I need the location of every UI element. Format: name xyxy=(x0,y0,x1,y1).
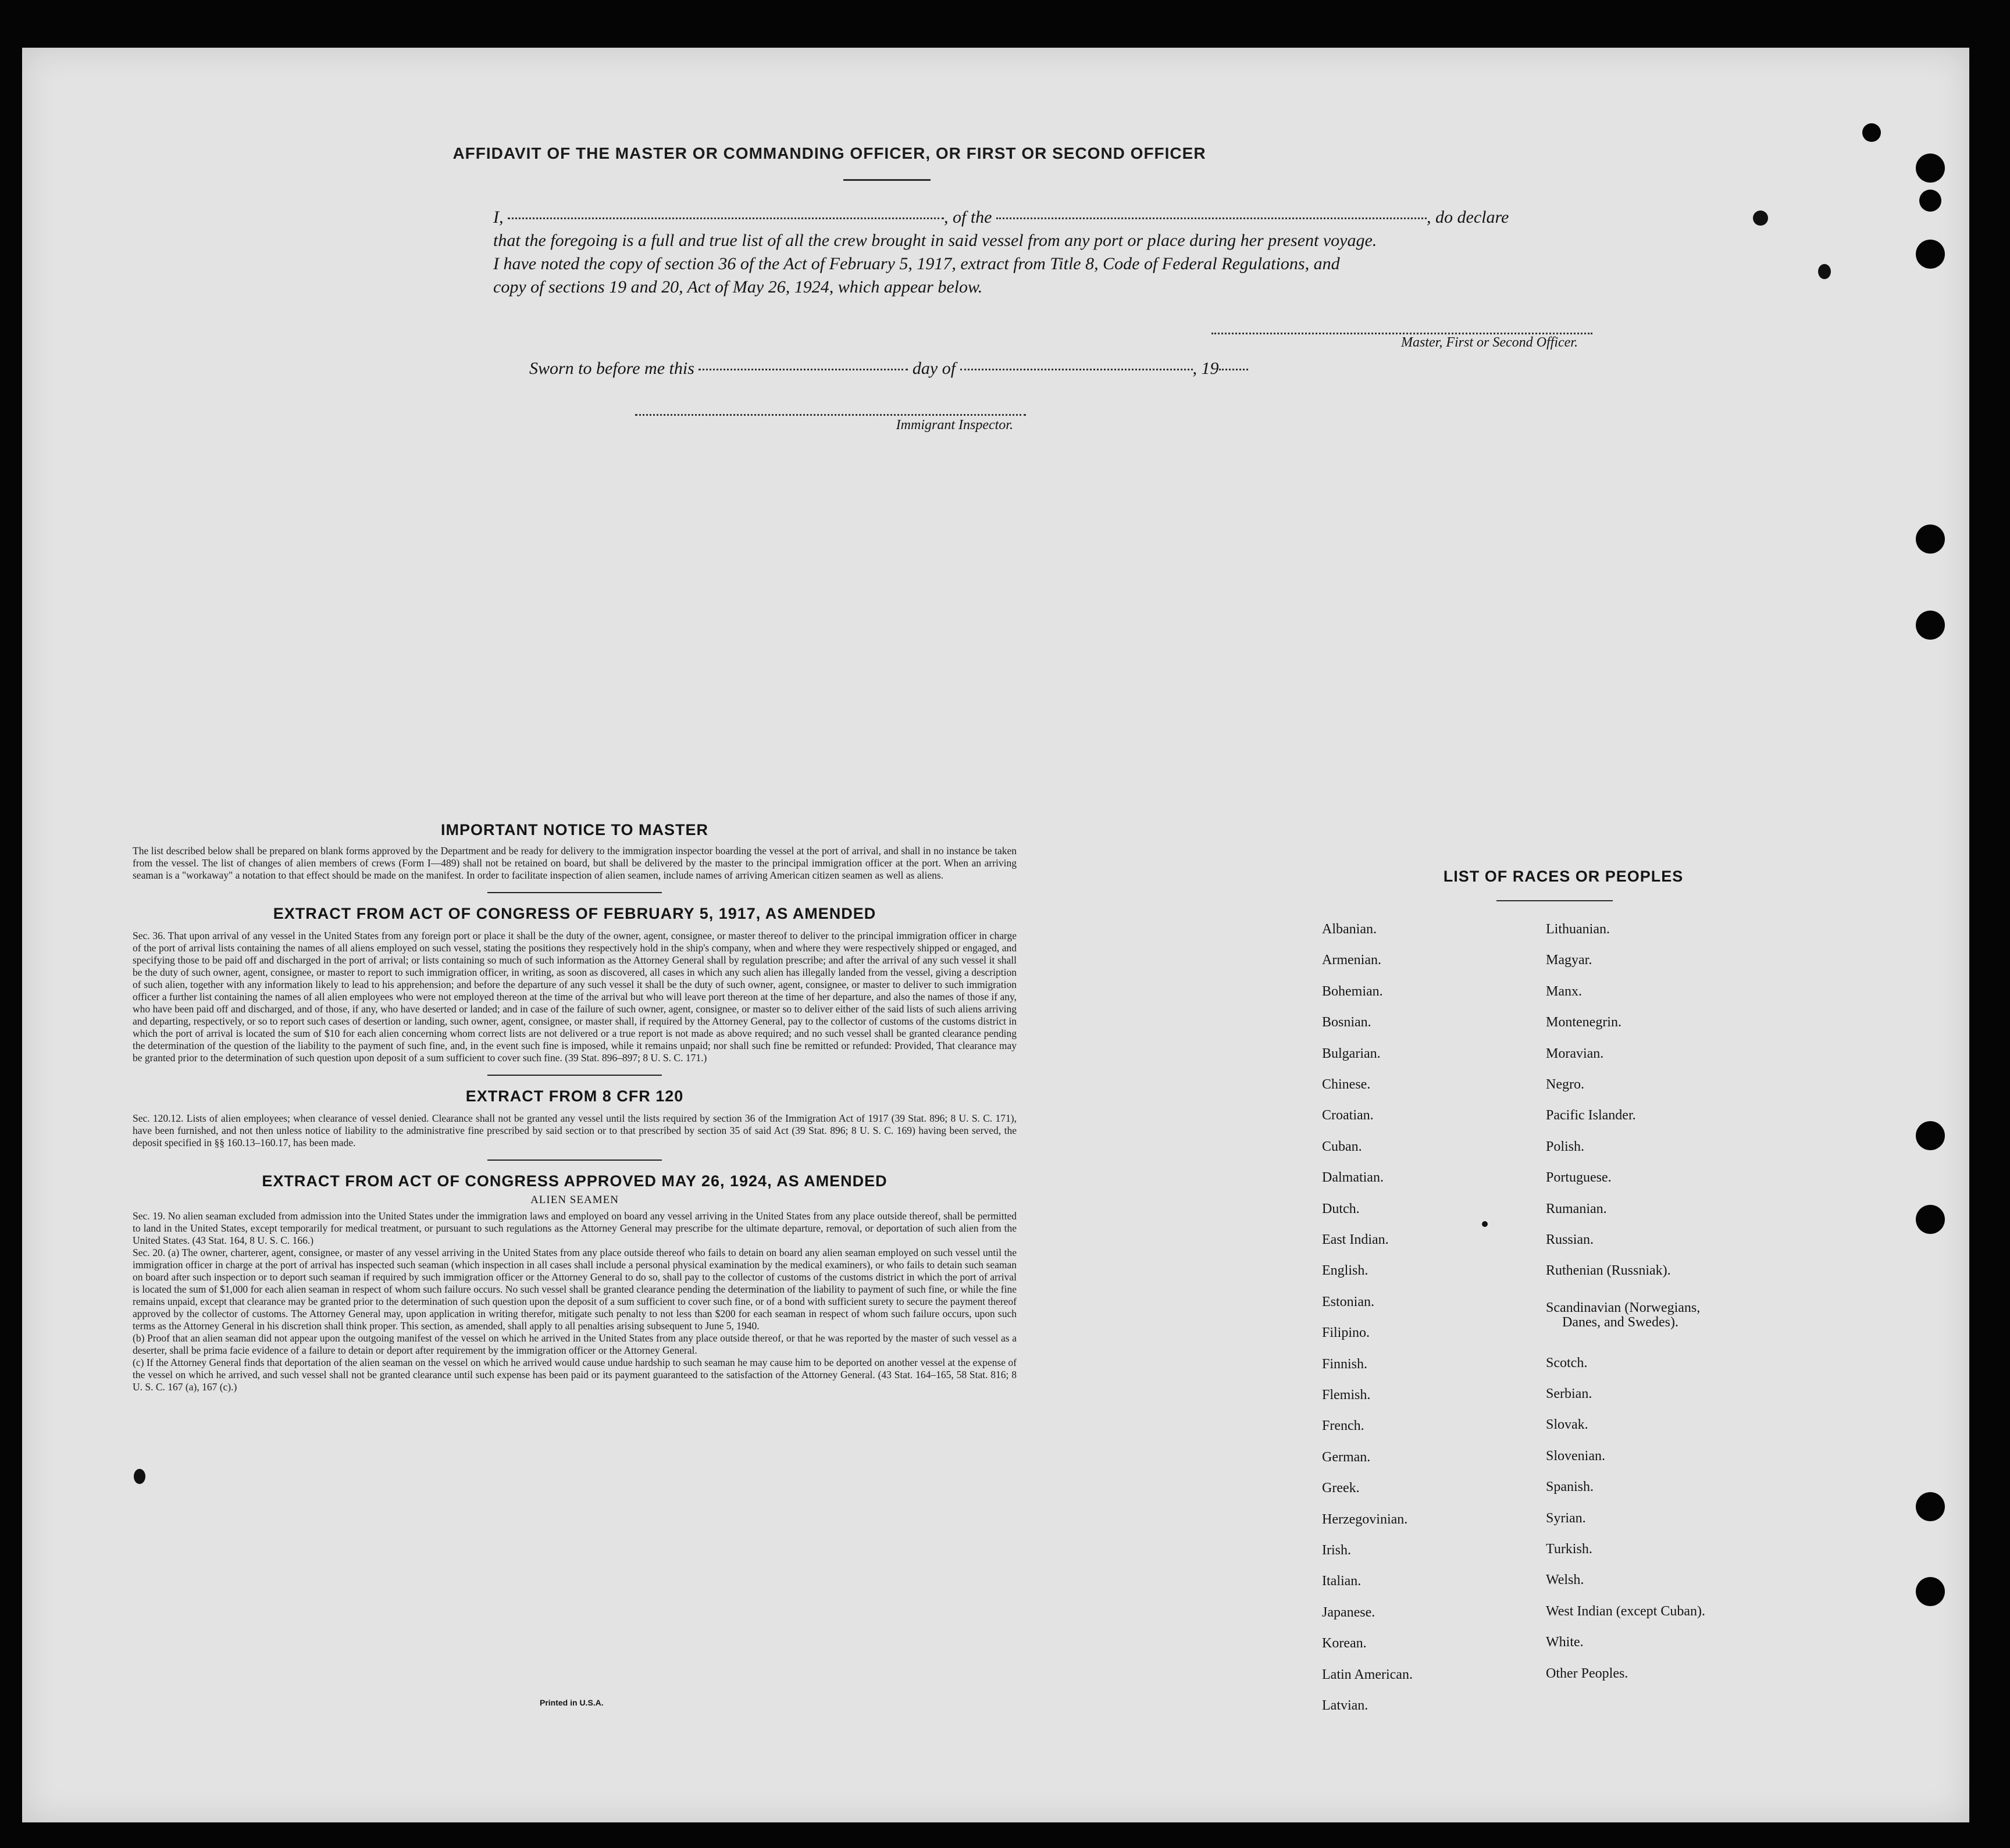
race-item: Russian. xyxy=(1546,1232,1594,1247)
race-item: Manx. xyxy=(1546,983,1582,999)
punch-hole xyxy=(1916,1577,1945,1606)
punch-hole xyxy=(1862,123,1881,142)
race-item: West Indian (except Cuban). xyxy=(1546,1603,1705,1619)
race-item: Rumanian. xyxy=(1546,1201,1607,1216)
race-item: Serbian. xyxy=(1546,1386,1592,1401)
race-item: Latin American. xyxy=(1322,1667,1413,1682)
printed-in-usa: Printed in U.S.A. xyxy=(540,1698,604,1707)
punch-hole xyxy=(1916,240,1945,269)
punch-hole xyxy=(1916,525,1945,554)
race-item: Croatian. xyxy=(1322,1108,1374,1123)
sworn-year-blank[interactable] xyxy=(1219,369,1248,370)
punch-hole xyxy=(1919,190,1941,212)
race-item: East Indian. xyxy=(1322,1232,1389,1247)
race-item: Latvian. xyxy=(1322,1698,1368,1713)
race-item: Danes, and Swedes). xyxy=(1562,1315,1678,1330)
sworn-start: Sworn to before me this xyxy=(529,359,694,378)
race-item: French. xyxy=(1322,1418,1364,1434)
section-rule xyxy=(487,1160,662,1161)
notice-title: IMPORTANT NOTICE TO MASTER xyxy=(441,821,708,839)
title-rule xyxy=(843,179,931,181)
race-item: Finnish. xyxy=(1322,1356,1368,1372)
race-item: Spanish. xyxy=(1546,1479,1594,1495)
race-item: Slovak. xyxy=(1546,1417,1588,1433)
race-item: Slovenian. xyxy=(1546,1448,1605,1464)
races-title-rule xyxy=(1496,900,1613,901)
inspector-signature-line[interactable] xyxy=(635,414,1026,416)
sworn-year: , 19 xyxy=(1192,359,1219,378)
race-item: Lithuanian. xyxy=(1546,922,1610,937)
ink-speck xyxy=(134,1469,145,1484)
ink-speck xyxy=(1482,1221,1488,1227)
alien-seamen-subtitle: ALIEN SEAMEN xyxy=(530,1194,619,1206)
extract-1917-text: Sec. 36. That upon arrival of any vessel in the United States from any foreign port or place it shall be the duty of the owner, agent, consignee, or master thereof to deliver to the principal immigration officer in charge of the port of arrival lists containing the names of all aliens employed on such vessel, stating the positions they respectively hold in the ship's company, when and where they were respectively shipped or engaged, and specifying those to be paid off and discharged in the port of arrival; or lists containing so much of such information as the Attorney General shall by regulation prescribe; and after the arrival of any such vessel it shall be the duty of such owner, agent, consignee, or master to report to such immigration officer, in writing, as soon as discovered, all cases in which any such alien has illegally landed from the vessel, giving a description of such alien, together with any information likely to lead to his apprehension; and before the departure of any such vessel it shall be the duty of such owner, agent, consignee, or master to deliver to such immigration officer a further list containing the names of all alien employees who were not employed thereon at the time of the arrival but who will leave port thereon at the time of her departure, and also the names of those if any, who have been paid off and discharged, and of those, if any, who have deserted or landed; and in case of the failure of such owner, agent, consignee, or master so to deliver either of the said lists of such aliens arriving and departing, respectively, or so to report such cases of desertion or landing, such owner, agent, consignee, or master shall, if required by the Attorney General, pay to the collector of customs of the customs district in which the port of arrival is located the sum of $10 for each alien concerning whom correct lists are not delivered or a true report is not made as above required; and no such vessel shall be granted clearance pending the determination of the question of the liability to the payment of such fine, and, in the event such fine is imposed, while it remains unpaid; nor shall such fine be remitted or refunded: Provided, That clearance may be granted prior to the determination of such question upon deposit of a sum sufficient to cover such fine. (39 Stat. 896–897; 8 U. S. C. 171.) xyxy=(133,930,1017,1064)
race-item: Scotch. xyxy=(1546,1355,1588,1371)
extract-1924-title: EXTRACT FROM ACT OF CONGRESS APPROVED MAY 26, 1924, AS AMENDED xyxy=(262,1172,888,1190)
master-caption: Master, First or Second Officer. xyxy=(1401,335,1578,350)
race-item: Cuban. xyxy=(1322,1139,1362,1154)
ink-speck xyxy=(1818,264,1831,279)
race-item: Polish. xyxy=(1546,1139,1585,1154)
notices-column xyxy=(133,821,1017,1393)
affidavit-line-2: that the foregoing is a full and true list of all the crew brought in said vessel from any port or place during her present voyage. xyxy=(493,231,1377,250)
race-item: Armenian. xyxy=(1322,952,1381,968)
affidavit-line-3: I have noted the copy of section 36 of the Act of February 5, 1917, extract from Title 8, Code of Federal Regulations, and xyxy=(493,254,1340,273)
race-item: Pacific Islander. xyxy=(1546,1108,1636,1123)
race-item: Ruthenian (Russniak). xyxy=(1546,1263,1671,1279)
race-item: Greek. xyxy=(1322,1480,1360,1496)
race-item: Other Peoples. xyxy=(1546,1665,1628,1681)
race-item: Bohemian. xyxy=(1322,983,1383,999)
sworn-month-blank[interactable] xyxy=(960,369,1193,370)
affidavit-declaration-line xyxy=(493,206,1598,229)
race-item: Welsh. xyxy=(1546,1572,1584,1588)
vessel-blank[interactable] xyxy=(996,217,1427,219)
race-item: English. xyxy=(1322,1263,1368,1279)
ink-speck xyxy=(1753,211,1768,226)
declaration-i: I, xyxy=(493,208,504,227)
race-item: Dutch. xyxy=(1322,1201,1360,1216)
extract-cfr-text: Sec. 120.12. Lists of alien employees; when clearance of vessel denied. Clearance shall not be granted any vessel until the lists required by section 36 of the Immigration Act of 1917 (39 Stat. 896; 8 U. S. C. 171), have been furnished, and not then unless notice of liability to the administrative fine prescribed by said section or to that prescribed by section 35 of said Act (39 Stat. 896; 8 U. S. C. 169) having been served, the deposit specified in §§ 160.13–160.17, has been made. xyxy=(133,1112,1017,1148)
race-item: Bulgarian. xyxy=(1322,1046,1381,1061)
races-title: LIST OF RACES OR PEOPLES xyxy=(1443,868,1684,885)
declaration-do-declare: , do declare xyxy=(1427,208,1509,227)
race-item: Bosnian. xyxy=(1322,1015,1371,1030)
race-item: Korean. xyxy=(1322,1636,1367,1651)
punch-hole xyxy=(1916,1205,1945,1234)
affidavit-title: AFFIDAVIT OF THE MASTER OR COMMANDING OFFICER, OR FIRST OR SECOND OFFICER xyxy=(452,144,1206,162)
sec-19-text: Sec. 19. No alien seaman excluded from admission into the United States under the immigration laws and employed on board any vessel arriving in the United States from any place outside thereof, shall be permitted to land in the United States, except temporarily for medical treatment, or pursuant to such regulations as the Attorney General may prescribe for the ultimate departure, removal, or deportation of such alien from the United States. (43 Stat. 164, 8 U. S. C. 166.) xyxy=(133,1210,1017,1246)
race-item: Negro. xyxy=(1546,1077,1584,1092)
sworn-date-blank[interactable] xyxy=(698,369,908,370)
sworn-day-of: day of xyxy=(912,359,956,378)
race-item: Japanese. xyxy=(1322,1604,1375,1620)
race-item: Albanian. xyxy=(1322,922,1377,937)
sec-20a-text: Sec. 20. (a) The owner, charterer, agent, consignee, or master of any vessel arriving in the United States from any place outside thereof who fails to detain on board any alien seaman employed on such vessel until the immigration officer in charge at the port of arrival has inspected such seaman (which inspection in all cases shall include a personal physical examination by the medical examiners), or who fails to detain such seaman on board after such inspection or to deport such seaman if required by such immigration officer or the Attorney General to do so, shall pay to the collector of customs of the customs district in which the port of arrival is located the sum of $1,000 for each alien seaman in respect of whom such failure occurs. No such vessel shall be granted clearance pending the determination of the liability to payment of such fine, or while the fine remains unpaid, except that clearance may be granted prior to the determination of such question upon the deposit of a sum sufficient to cover such fine, or of a bond with sufficient surety to secure the payment thereof approved by the collector of customs. The Attorney General may, upon application in writing therefor, mitigate such penalty to not less than $200 for each seaman in respect of whom such failure occurs, upon such terms as the Attorney General in his discretion shall think proper. This section, as amended, shall apply to all penalties arising subsequent to June 5, 1940. xyxy=(133,1247,1017,1332)
race-item: Magyar. xyxy=(1546,952,1592,968)
section-rule xyxy=(487,892,662,893)
race-item: Dalmatian. xyxy=(1322,1170,1384,1186)
race-item: Estonian. xyxy=(1322,1294,1374,1310)
inspector-caption: Immigrant Inspector. xyxy=(896,418,1013,433)
race-item: Filipino. xyxy=(1322,1325,1370,1341)
sworn-line xyxy=(529,357,1634,380)
name-blank[interactable] xyxy=(508,217,944,219)
race-item: Irish. xyxy=(1322,1543,1351,1558)
punch-hole xyxy=(1916,611,1945,640)
race-item: Chinese. xyxy=(1322,1077,1371,1092)
document-sheet xyxy=(22,48,1969,1822)
race-item: Scandinavian (Norwegians, xyxy=(1546,1300,1701,1315)
extract-1917-title: EXTRACT FROM ACT OF CONGRESS OF FEBRUARY 5, 1917, AS AMENDED xyxy=(273,905,876,922)
sec-20c-text: (c) If the Attorney General finds that deportation of the alien seaman on the vessel on which he arrived would cause undue hardship to such seaman he may cause him to be deported on another vessel at the expense of the vessel on which he arrived, and such vessel shall not be granted clearance until such expense has been paid or its payment guaranteed to the satisfaction of the Attorney General. (43 Stat. 164–165, 58 Stat. 816; 8 U. S. C. 167 (a), 167 (c).) xyxy=(133,1357,1017,1393)
race-item: White. xyxy=(1546,1635,1584,1650)
punch-hole xyxy=(1916,1121,1945,1150)
races-section xyxy=(1322,868,1845,1713)
race-item: Herzegovinian. xyxy=(1322,1511,1408,1527)
race-item: Flemish. xyxy=(1322,1387,1371,1403)
sec-20b-text: (b) Proof that an alien seaman did not appear upon the outgoing manifest of the vessel on which he arrived in the United States from any place outside thereof, or that he was reported by the master of such vessel as a deserter, shall be prima facie evidence of a failure to detain or deport after requirement by the immigration officer or the Attorney General. xyxy=(133,1332,1017,1356)
punch-hole xyxy=(1916,1492,1945,1521)
punch-hole xyxy=(1916,154,1945,183)
section-rule xyxy=(487,1075,662,1076)
race-item: Italian. xyxy=(1322,1574,1362,1589)
affidavit-line-4: copy of sections 19 and 20, Act of May 26, 1924, which appear below. xyxy=(493,277,983,297)
race-item: Turkish. xyxy=(1546,1542,1592,1557)
master-signature-line[interactable] xyxy=(1211,333,1592,334)
race-item: Syrian. xyxy=(1546,1510,1586,1526)
notice-text: The list described below shall be prepared on blank forms approved by the Department and be ready for delivery to the immigration inspector boarding the vessel at the port of arrival, and shall in no instance be taken from the vessel. The list of changes of alien members of crews (Form I—489) shall not be retained on board, but shall be delivered by the master to the principal immigration officer at the port. When an arriving seaman is a "workaway" a notation to that effect should be made on the manifest. In order to facilitate inspection of alien seamen, include names of arriving American citizen seamen as well as aliens. xyxy=(133,845,1017,881)
race-item: Montenegrin. xyxy=(1546,1015,1621,1030)
extract-cfr-title: EXTRACT FROM 8 CFR 120 xyxy=(465,1087,684,1105)
race-item: Portuguese. xyxy=(1546,1170,1612,1186)
declaration-of-the: , of the xyxy=(944,208,992,227)
race-item: Moravian. xyxy=(1546,1046,1604,1061)
race-item: German. xyxy=(1322,1449,1371,1465)
